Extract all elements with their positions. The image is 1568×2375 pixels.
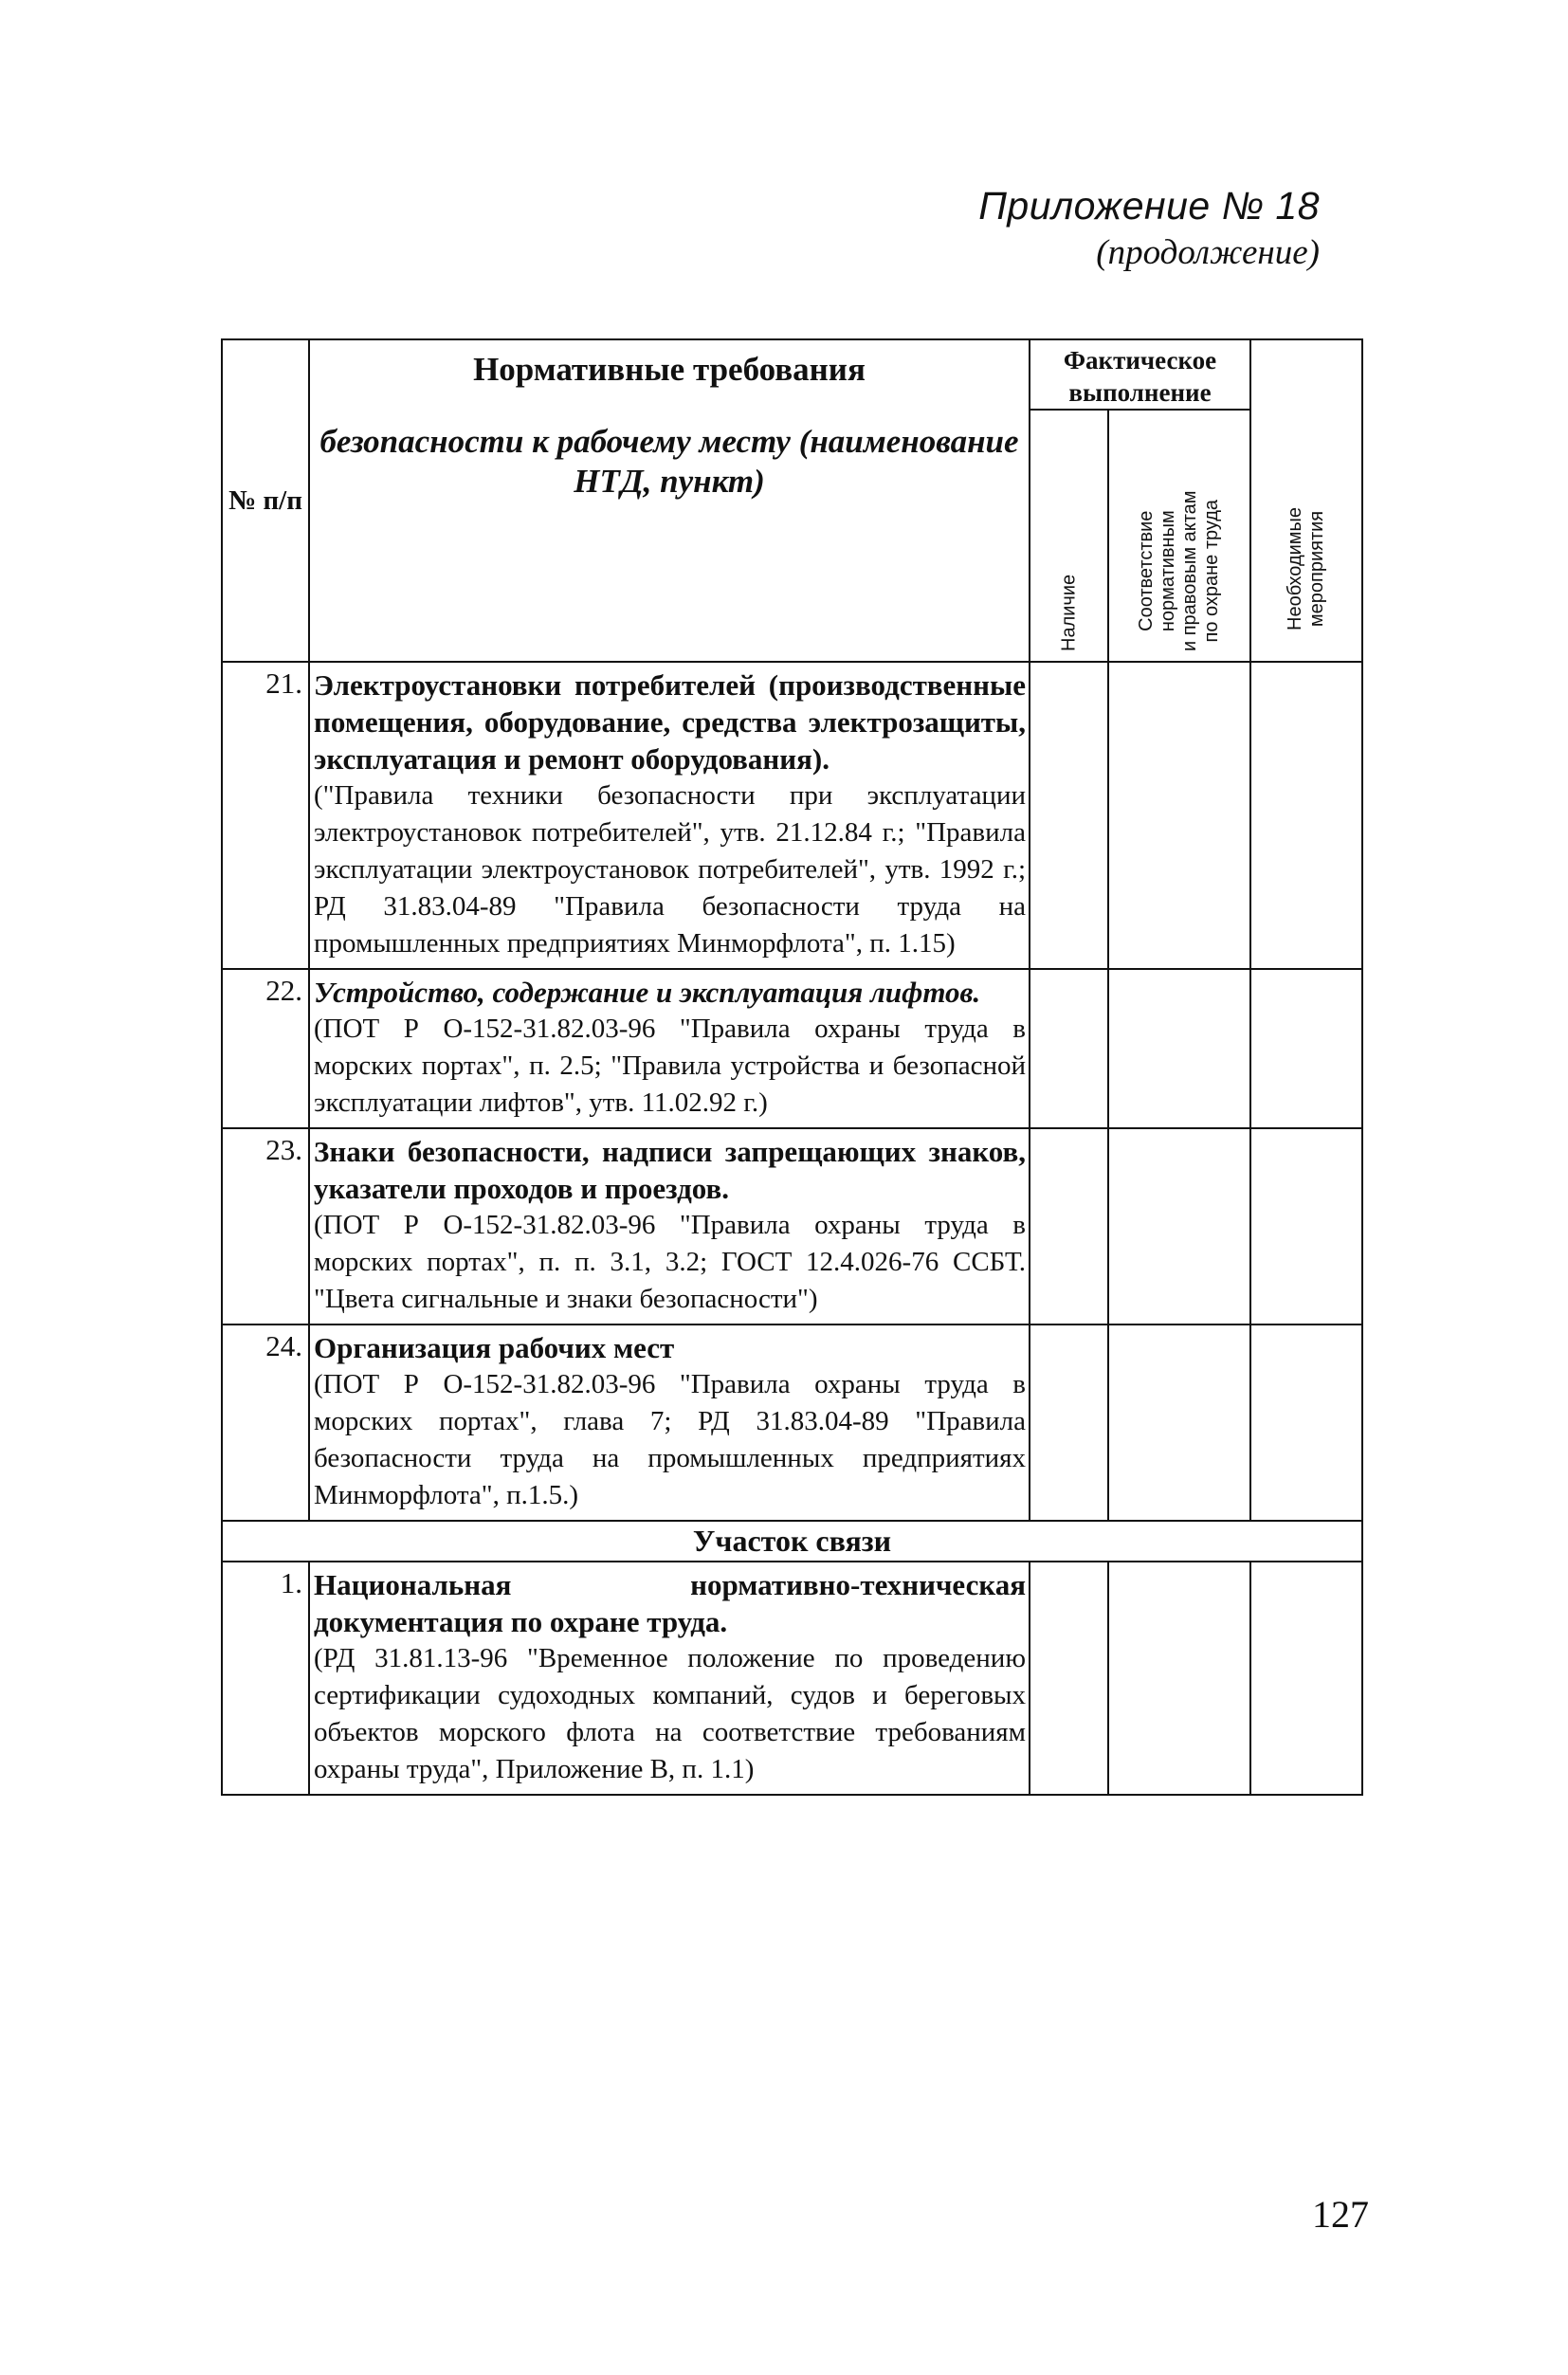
row-num: 24. — [222, 1325, 309, 1521]
cell-presence — [1030, 1562, 1108, 1795]
row-requirement — [309, 662, 1030, 969]
row-title: Национальная нормативно-техническая документация по охране труда. — [314, 1568, 1026, 1638]
row-requirement — [309, 1562, 1030, 1795]
header-compliance-label — [1136, 490, 1223, 651]
cell-compliance — [1108, 1325, 1250, 1521]
cell-measures — [1250, 1128, 1362, 1325]
header-measures — [1250, 339, 1362, 662]
table-row — [222, 1325, 1362, 1521]
row-reference: (РД 31.81.13-96 "Временное положение по проведению сертификации судоходных компаний, судов и береговых объектов морского флота на соответствие требованиям охраны труда", Приложение В, п. 1.1) — [314, 1643, 1026, 1784]
header-presence-label: Наличие — [1058, 574, 1079, 651]
cell-presence — [1030, 1325, 1108, 1521]
cell-measures — [1250, 1325, 1362, 1521]
cell-measures — [1250, 969, 1362, 1128]
row-requirement — [309, 1325, 1030, 1521]
row-num: 1. — [222, 1562, 309, 1795]
row-reference: ("Правила техники безопасности при эксплуатации электроустановок потребителей", утв. 21.12.84 г.; "Правила эксплуатации электроустановок потребителей", утв. 1992 г.; РД 31.83.04-89 "Правила безопасности труда на промышленных предприятиях Минморфлота", п. 1.15) — [314, 780, 1026, 959]
page-number: 127 — [1312, 2193, 1369, 2236]
table-row — [222, 969, 1362, 1128]
table-header-row — [222, 339, 1362, 410]
header-compliance-wrap — [1109, 411, 1249, 661]
header-measures-label — [1285, 507, 1328, 630]
section-row — [222, 1521, 1362, 1562]
row-requirement — [309, 969, 1030, 1128]
table-row — [222, 662, 1362, 969]
header-measures-line2: мероприятия — [1306, 510, 1327, 628]
row-title: Электроустановки потребителей (производственные помещения, оборудование, средства электрозащиты, эксплуатация и ремонт оборудования). — [314, 668, 1026, 776]
cell-presence — [1030, 1128, 1108, 1325]
header-presence-wrap — [1030, 411, 1107, 661]
header-compliance — [1108, 410, 1250, 662]
header-requirements-line2: безопасности к рабочему месту (наименование НТД, пункт) — [319, 423, 1019, 500]
header-num-label: № п/п — [228, 485, 302, 516]
header-compliance-line3: и правовым актам — [1179, 490, 1200, 651]
row-reference: (ПОТ Р О-152-31.82.03-96 "Правила охраны труда в морских портах", п. 2.5; "Правила устройства и безопасной эксплуатации лифтов", утв. 11.02.92 г.) — [314, 1014, 1026, 1118]
row-requirement — [309, 1128, 1030, 1325]
header-measures-line1: Необходимые — [1285, 506, 1305, 630]
appendix-heading — [978, 184, 1320, 273]
cell-measures — [1250, 1562, 1362, 1795]
cell-compliance — [1108, 969, 1250, 1128]
row-reference: (ПОТ Р О-152-31.82.03-96 "Правила охраны труда в морских портах", глава 7; РД 31.83.04-89 "Правила безопасности труда на промышленных предприятиях Минморфлота", п.1.5.) — [314, 1369, 1026, 1510]
table-row — [222, 1562, 1362, 1795]
header-fact: Фактическое выполнение — [1030, 339, 1250, 410]
header-compliance-line4: по охране труда — [1201, 499, 1222, 643]
header-measures-wrap — [1251, 340, 1361, 653]
row-num: 22. — [222, 969, 309, 1128]
cell-compliance — [1108, 1128, 1250, 1325]
cell-measures — [1250, 662, 1362, 969]
appendix-subtitle: (продолжение) — [1096, 233, 1320, 272]
row-num: 23. — [222, 1128, 309, 1325]
header-requirements — [309, 339, 1030, 662]
table-row — [222, 1128, 1362, 1325]
appendix-title: Приложение № 18 — [978, 184, 1320, 228]
row-title: Знаки безопасности, надписи запрещающих знаков, указатели проходов и проездов. — [314, 1135, 1026, 1205]
cell-presence — [1030, 662, 1108, 969]
row-num: 21. — [222, 662, 309, 969]
header-presence — [1030, 410, 1108, 662]
header-requirements-line1: Нормативные требования — [473, 351, 866, 388]
header-compliance-line1: Соответствие — [1136, 510, 1157, 631]
cell-presence — [1030, 969, 1108, 1128]
header-num — [222, 339, 309, 662]
section-title: Участок связи — [222, 1521, 1362, 1562]
row-title: Устройство, содержание и эксплуатация лифтов. — [314, 976, 981, 1009]
header-compliance-line2: нормативным — [1158, 510, 1178, 632]
cell-compliance — [1108, 1562, 1250, 1795]
requirements-table — [221, 338, 1363, 1796]
row-reference: (ПОТ Р О-152-31.82.03-96 "Правила охраны труда в морских портах", п. п. 3.1, 3.2; ГОСТ 12.4.026-76 ССБТ. "Цвета сигнальные и знаки безопасности") — [314, 1210, 1026, 1314]
row-title: Организация рабочих мест — [314, 1331, 675, 1364]
cell-compliance — [1108, 662, 1250, 969]
